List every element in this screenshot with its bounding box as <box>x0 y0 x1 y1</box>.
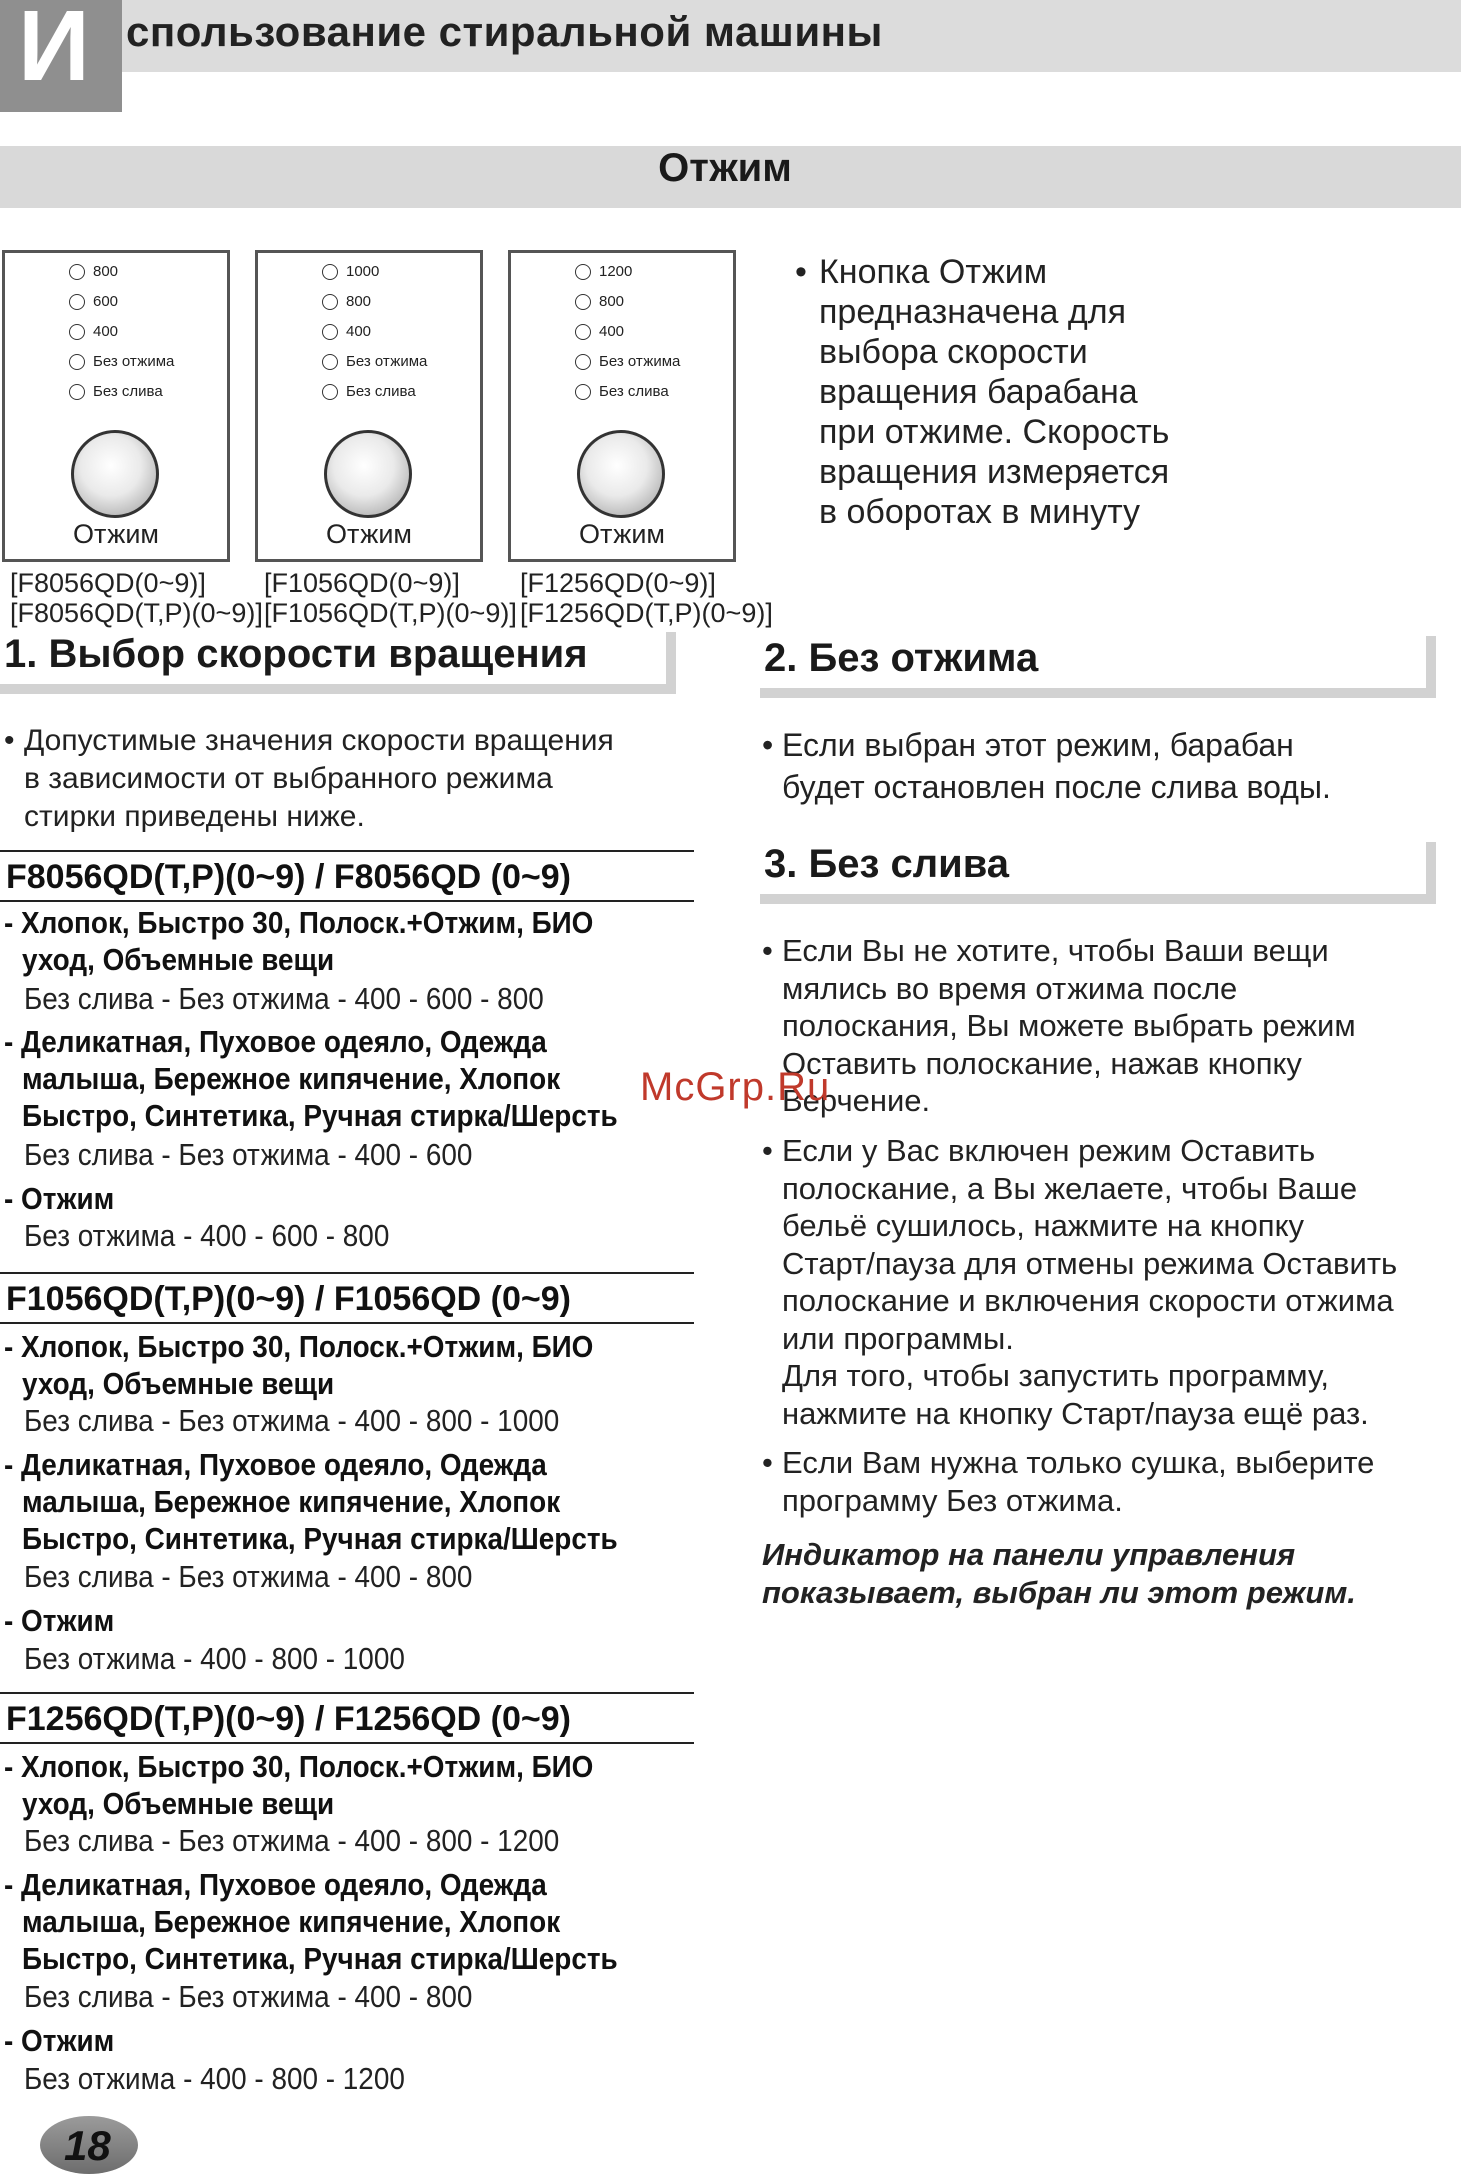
spin-option[interactable]: Без отжима <box>575 353 680 370</box>
speed-values: Без слива - Без отжима - 400 - 800 - 1000 <box>24 1403 560 1438</box>
radio-indicator-icon <box>575 384 591 400</box>
program-list: - Хлопок, Быстро 30, Полоск.+Отжим, БИО уход, Объемные вещи <box>4 905 594 977</box>
program-list: - Отжим <box>4 2023 115 2058</box>
spin-option[interactable]: 1000 <box>322 263 379 280</box>
spin-option[interactable]: 400 <box>322 323 371 340</box>
section-title: Отжим <box>658 146 792 190</box>
program-list: - Отжим <box>4 1603 115 1638</box>
spin-option[interactable]: 800 <box>69 263 118 280</box>
model-group-heading: F1056QD(T,P)(0~9) / F1056QD (0~9) <box>0 1272 694 1324</box>
spin-button-label: Отжим <box>326 519 412 549</box>
model-caption: [F1256QD(0~9)] [F1256QD(T,P)(0~9)] <box>520 568 773 628</box>
spin-option[interactable]: 600 <box>69 293 118 310</box>
radio-indicator-icon <box>69 264 85 280</box>
radio-indicator-icon <box>575 324 591 340</box>
sec1-bullet: • Допустимые значения скорости вращения в зависимости от выбранного режима стирки приведены ниже. <box>4 724 614 833</box>
page-title: спользование стиральной машины <box>126 8 883 55</box>
radio-indicator-icon <box>575 264 591 280</box>
sec3-bullet: • Если Вы не хотите, чтобы Ваши вещи мялись во время отжима после полоскания, Вы можете выбрать режим Оставить полоскание, нажав кнопку Верчение. <box>762 933 1356 1118</box>
radio-indicator-icon <box>575 294 591 310</box>
control-panel-f1056 <box>255 250 483 562</box>
indicator-note: Индикатор на панели управления показывает, выбран ли этот режим. <box>762 1537 1356 1610</box>
radio-indicator-icon <box>322 324 338 340</box>
program-list: - Хлопок, Быстро 30, Полоск.+Отжим, БИО уход, Объемные вещи <box>4 1329 594 1401</box>
spin-option[interactable]: Без слива <box>322 383 416 400</box>
program-list: - Хлопок, Быстро 30, Полоск.+Отжим, БИО уход, Объемные вещи <box>4 1749 594 1821</box>
program-list: - Деликатная, Пуховое одеяло, Одежда малыша, Бережное кипячение, Хлопок Быстро, Синтетика, Ручная стирка/Шерсть <box>4 1867 618 1976</box>
spin-option[interactable]: Без отжима <box>69 353 174 370</box>
model-caption: [F1056QD(0~9)] [F1056QD(T,P)(0~9)] <box>264 568 517 628</box>
page-number: 18 <box>64 2122 111 2169</box>
radio-indicator-icon <box>575 354 591 370</box>
program-list: - Деликатная, Пуховое одеяло, Одежда малыша, Бережное кипячение, Хлопок Быстро, Синтетика, Ручная стирка/Шерсть <box>4 1024 618 1133</box>
spin-option[interactable]: Без слива <box>575 383 669 400</box>
control-panel-f8056 <box>2 250 230 562</box>
spin-option[interactable]: 400 <box>69 323 118 340</box>
model-group-heading: F1256QD(T,P)(0~9) / F1256QD (0~9) <box>0 1692 694 1744</box>
spin-button-label: Отжим <box>73 519 159 549</box>
program-list: - Деликатная, Пуховое одеяло, Одежда малыша, Бережное кипячение, Хлопок Быстро, Синтетика, Ручная стирка/Шерсть <box>4 1447 618 1556</box>
header-letter: И <box>18 0 90 102</box>
sec3-bullet: • Если у Вас включен режим Оставить полоскание, а Вы желаете, чтобы Ваше бельё сушилось, нажмите на кнопку Старт/пауза для отмены режима Оставить полоскание и включения скорости отжима или программы. Для того, чтобы запустить программу, нажмите на кнопку Старт/пауза ещё раз. <box>762 1133 1398 1431</box>
sec3-bullet: • Если Вам нужна только сушка, выберите программу Без отжима. <box>762 1445 1375 1518</box>
speed-values: Без слива - Без отжима - 400 - 800 - 1200 <box>24 1823 560 1858</box>
radio-indicator-icon <box>69 324 85 340</box>
speed-values: Без слива - Без отжима - 400 - 800 <box>24 1979 473 2014</box>
speed-values: Без слива - Без отжима - 400 - 600 - 800 <box>24 981 544 1016</box>
spin-option[interactable]: Без слива <box>69 383 163 400</box>
spin-option[interactable]: 800 <box>322 293 371 310</box>
radio-indicator-icon <box>69 294 85 310</box>
speed-values: Без слива - Без отжима - 400 - 800 <box>24 1559 473 1594</box>
speed-values: Без отжима - 400 - 600 - 800 <box>24 1218 390 1253</box>
radio-indicator-icon <box>69 354 85 370</box>
spin-option[interactable]: 1200 <box>575 263 632 280</box>
header-letter-block <box>0 0 122 112</box>
radio-indicator-icon <box>322 384 338 400</box>
model-group-heading: F8056QD(T,P)(0~9) / F8056QD (0~9) <box>0 850 694 902</box>
spin-option[interactable]: 800 <box>575 293 624 310</box>
sec3-heading: 3. Без слива <box>760 842 1436 904</box>
watermark: McGrp.Ru <box>640 1065 831 1109</box>
radio-indicator-icon <box>322 294 338 310</box>
spin-button-label: Отжим <box>579 519 665 549</box>
sec2-heading: 2. Без отжима <box>760 636 1436 698</box>
control-panel-f1256 <box>508 250 736 562</box>
spin-knob-button[interactable] <box>324 430 412 518</box>
intro-bullet: • Кнопка Отжим предназначена для выбора скорости вращения барабана при отжиме. Скорость вращения измеряется в оборотах в минуту <box>795 253 1170 531</box>
spin-option[interactable]: Без отжима <box>322 353 427 370</box>
radio-indicator-icon <box>322 354 338 370</box>
sec1-heading: 1. Выбор скорости вращения <box>0 632 676 694</box>
radio-indicator-icon <box>69 384 85 400</box>
radio-indicator-icon <box>322 264 338 280</box>
program-list: - Отжим <box>4 1181 115 1216</box>
speed-values: Без отжима - 400 - 800 - 1000 <box>24 1641 405 1676</box>
spin-knob-button[interactable] <box>577 430 665 518</box>
speed-values: Без отжима - 400 - 800 - 1200 <box>24 2061 405 2096</box>
sec2-bullet: • Если выбран этот режим, барабан будет остановлен после слива воды. <box>762 727 1331 805</box>
model-caption: [F8056QD(0~9)] [F8056QD(T,P)(0~9)] <box>10 568 263 628</box>
speed-values: Без слива - Без отжима - 400 - 600 <box>24 1137 473 1172</box>
spin-option[interactable]: 400 <box>575 323 624 340</box>
spin-knob-button[interactable] <box>71 430 159 518</box>
